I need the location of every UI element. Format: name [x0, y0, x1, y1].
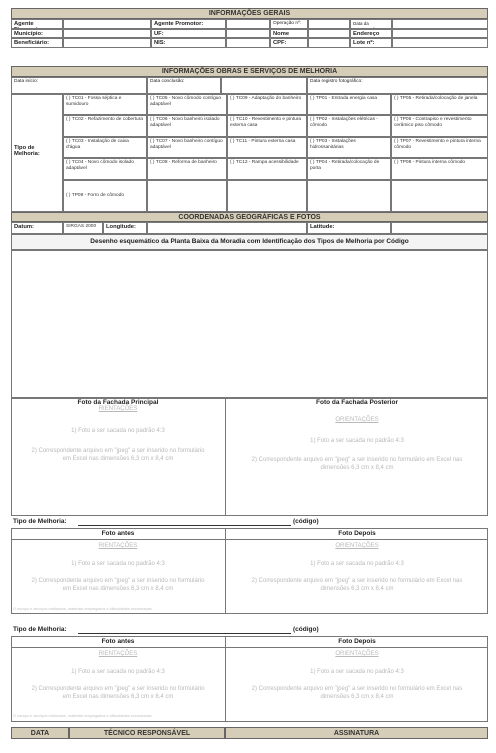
- fachada-principal-title: Foto da Fachada Principal: [77, 399, 159, 406]
- agente-promotor-label: Agente Promotor:: [151, 19, 226, 29]
- longitude-field[interactable]: [147, 222, 307, 234]
- footer-assinatura: ASSINATURA: [225, 727, 488, 739]
- option-tp02[interactable]: ( ) TP02 - Instalações elétricas - cômodo: [307, 115, 391, 137]
- form-sheet: [11, 8, 488, 743]
- option-tc10[interactable]: ( ) TC10 - Revestimento e pintura externa casa: [227, 115, 307, 137]
- tipo-melhoria-row-2: [11, 624, 488, 636]
- section-coords-title: COORDENADAS GEOGRÁFICAS E FOTOS: [11, 212, 488, 222]
- footer-tecnico: TÉCNICO RESPONSÁVEL: [69, 727, 225, 739]
- orientacoes-heading: ORIENTAÇÕES: [335, 417, 379, 423]
- instruction-2: 2) Correspondente arquivo em "jpeg" a ser inserido no formulário em Excel nas dimensões 6,3 cm x 8,4 cm: [251, 578, 463, 592]
- option-tc08[interactable]: ( ) TC08 - Reforma de banheiro: [147, 158, 227, 180]
- instruction-2: 2) Correspondente arquivo em "jpeg" a ser inserido no formulário em Excel nas dimensões 6,3 cm x 8,4 cm: [31, 578, 205, 592]
- municipio-label: Município:: [11, 29, 63, 38]
- cpf-label: CPF:: [270, 38, 308, 48]
- operacao-label: Operação nº:: [270, 19, 308, 29]
- section-general-title: INFORMAÇÕES GERAIS: [11, 8, 488, 19]
- lote-field[interactable]: [392, 38, 488, 48]
- codigo-label: (código): [293, 518, 319, 525]
- orientacoes-heading: ORIENTAÇÕES: [335, 543, 379, 549]
- uf-field[interactable]: [226, 29, 270, 38]
- empty-cell: [391, 180, 488, 212]
- agente-promotor-field[interactable]: [226, 19, 270, 29]
- option-tp04[interactable]: ( ) TP04 - Retirada/colocação de porta: [307, 158, 391, 180]
- datum-label: Datum:: [11, 222, 63, 234]
- empty-cell: [307, 180, 391, 212]
- option-tp06[interactable]: ( ) TP06 - Contrapiso e revestimento cerâmico piso cômodo: [391, 115, 488, 137]
- orientacoes-heading: RIENTAÇÕES: [98, 406, 138, 412]
- sketch-area[interactable]: [11, 250, 488, 398]
- foto-depois-photo-slot[interactable]: [226, 648, 488, 712]
- tipo-melhoria-label: Tipo de Melhoria:: [13, 518, 67, 525]
- footer-data: DATA: [11, 727, 69, 739]
- option-tp07[interactable]: ( ) TP07 - Revestimento e pintura interna cômodo: [391, 137, 488, 158]
- option-tc04[interactable]: ( ) TC04 - Novo cômodo isolado adaptável: [63, 158, 147, 180]
- sketch-title-row: [11, 234, 488, 250]
- data-conclusao-label: Data conclusão:: [150, 79, 185, 84]
- orientacoes-heading: RIENTAÇÕES: [98, 543, 138, 549]
- instruction-1: 1) Foto a ser sacada no padrão 4:3: [310, 669, 404, 675]
- option-tc09[interactable]: ( ) TC09 - Adaptação do banheiro: [227, 94, 307, 115]
- cpf-field[interactable]: [308, 38, 350, 48]
- instruction-2: 2) Correspondente arquivo em "jpeg" a ser inserido no formulário em Excel nas dimensões 6,3 cm x 8,4 cm: [251, 457, 463, 471]
- data-conclusao-value[interactable]: [221, 77, 307, 94]
- option-tc12[interactable]: ( ) TC12 - Rampa acessibilidade: [227, 158, 307, 180]
- endereco-nucleo-field[interactable]: [392, 29, 488, 38]
- scope-note: O escopo e serviços realizados, materiais empregados e dificuldades encontradas.: [13, 714, 153, 718]
- lote-label: Lote nº:: [350, 38, 392, 48]
- municipio-field[interactable]: [63, 29, 151, 38]
- option-tc01[interactable]: ( ) TC01 - Fossa séptica e sumidouro: [63, 94, 147, 115]
- data-registro-label: Data registro fotográfico:: [310, 79, 363, 84]
- orientacoes-heading: RIENTAÇÕES: [98, 651, 138, 657]
- option-tc03[interactable]: ( ) TC03 - Instalação de caixa d'água: [63, 137, 147, 158]
- latitude-field[interactable]: [391, 222, 488, 234]
- fachada-principal-photo-slot[interactable]: [11, 410, 225, 516]
- beneficiario-field[interactable]: [63, 38, 151, 48]
- option-tc05[interactable]: ( ) TC05 - Novo cômodo contíguo adaptável: [147, 94, 227, 115]
- option-tp09[interactable]: ( ) TP09 - Forro de cômodo: [63, 180, 147, 212]
- endereco-nucleo-label: Endereço: [350, 29, 392, 38]
- data-registro-field[interactable]: [307, 77, 488, 94]
- data-conclusao-field[interactable]: [147, 77, 221, 94]
- foto-antes-photo-slot[interactable]: [11, 540, 225, 604]
- instruction-1: 1) Foto a ser sacada no padrão 4:3: [310, 438, 404, 444]
- tipo-melhoria-input[interactable]: [78, 626, 291, 634]
- latitude-label: Latitude:: [307, 222, 391, 234]
- foto-antes-title: Foto antes: [101, 530, 135, 537]
- option-tc02[interactable]: ( ) TC02 - Refazimento de cobertura: [63, 115, 147, 137]
- foto-depois-title: Foto Depois: [338, 638, 376, 645]
- empty-cell: [147, 180, 227, 212]
- nome-nucleo-field[interactable]: [308, 29, 350, 38]
- option-tp01[interactable]: ( ) TP01 - Entrada energia casa: [307, 94, 391, 115]
- nis-field[interactable]: [226, 38, 270, 48]
- foto-antes-title: Foto antes: [101, 638, 135, 645]
- agente-financeiro-label: Agente: [11, 19, 63, 29]
- tipo-melhoria-label: Tipo de Melhoria:: [13, 626, 67, 633]
- data-inicio-label: Data início:: [14, 79, 38, 84]
- codigo-label: (código): [293, 626, 319, 633]
- instruction-1: 1) Foto a ser sacada no padrão 4:3: [71, 669, 165, 675]
- option-tc11[interactable]: ( ) TC11 - Pintura externa casa: [227, 137, 307, 158]
- foto-antes-photo-slot[interactable]: [11, 648, 225, 712]
- option-tp03[interactable]: ( ) TP03 - Instalações hidrossanitárias: [307, 137, 391, 158]
- scope-note: O escopo e serviços realizados, materiais empregados e dificuldades encontradas.: [13, 607, 153, 611]
- fachada-posterior-title: Foto da Fachada Posterior: [316, 399, 398, 406]
- instruction-1: 1) Foto a ser sacada no padrão 4:3: [71, 428, 165, 434]
- foto-depois-title: Foto Depois: [338, 530, 376, 537]
- instruction-2: 2) Correspondente arquivo em "jpeg" a ser inserido no formulário em Excel nas dimensões 6,3 cm x 8,4 cm: [31, 448, 205, 462]
- option-tp08[interactable]: ( ) TP08 - Pintura interna cômodo: [391, 158, 488, 180]
- empty-cell: [227, 180, 307, 212]
- option-tp05[interactable]: ( ) TP05 - Retirada/colocação de janela: [391, 94, 488, 115]
- uf-label: UF:: [151, 29, 226, 38]
- operacao-field[interactable]: [308, 19, 350, 29]
- fachada-posterior-photo-slot[interactable]: [226, 410, 488, 516]
- instruction-2: 2) Correspondente arquivo em "jpeg" a ser inserido no formulário em Excel nas dimensões 6,3 cm x 8,4 cm: [251, 686, 463, 700]
- tipo-melhoria-label: Tipo de Melhoria:: [11, 94, 63, 212]
- sketch-title: Desenho esquemático da Planta Baixa da Moradia com Identificação dos Tipos de Melhoria por Código: [90, 238, 409, 245]
- instruction-2: 2) Correspondente arquivo em "jpeg" a ser inserido no formulário em Excel nas dimensões 6,3 cm x 8,4 cm: [31, 686, 205, 700]
- nome-nucleo-label: Nome: [270, 29, 308, 38]
- instruction-1: 1) Foto a ser sacada no padrão 4:3: [71, 561, 165, 567]
- orientacoes-heading: ORIENTAÇÕES: [335, 651, 379, 657]
- foto-depois-photo-slot[interactable]: [226, 540, 488, 604]
- tipo-melhoria-input[interactable]: [78, 518, 291, 526]
- data-contratacao-field[interactable]: [392, 19, 488, 29]
- beneficiario-label: Beneficiário:: [11, 38, 63, 48]
- option-tc07[interactable]: ( ) TC07 - Novo banheiro contíguo adaptável: [147, 137, 227, 158]
- nis-label: NIS:: [151, 38, 226, 48]
- data-inicio-field[interactable]: [11, 77, 147, 94]
- agente-financeiro-field[interactable]: [63, 19, 151, 29]
- longitude-label: Longitude:: [103, 222, 147, 234]
- section-works-title: INFORMAÇÕES OBRAS E SERVIÇOS DE MELHORIA: [11, 66, 488, 77]
- datum-value: SIRGAS 2000: [63, 222, 103, 234]
- data-contratacao-label: Data da: [350, 19, 392, 29]
- instruction-1: 1) Foto a ser sacada no padrão 4:3: [310, 561, 404, 567]
- option-tc06[interactable]: ( ) TC06 - Novo banheiro isolado adaptável: [147, 115, 227, 137]
- tipo-melhoria-row-1: [11, 516, 488, 528]
